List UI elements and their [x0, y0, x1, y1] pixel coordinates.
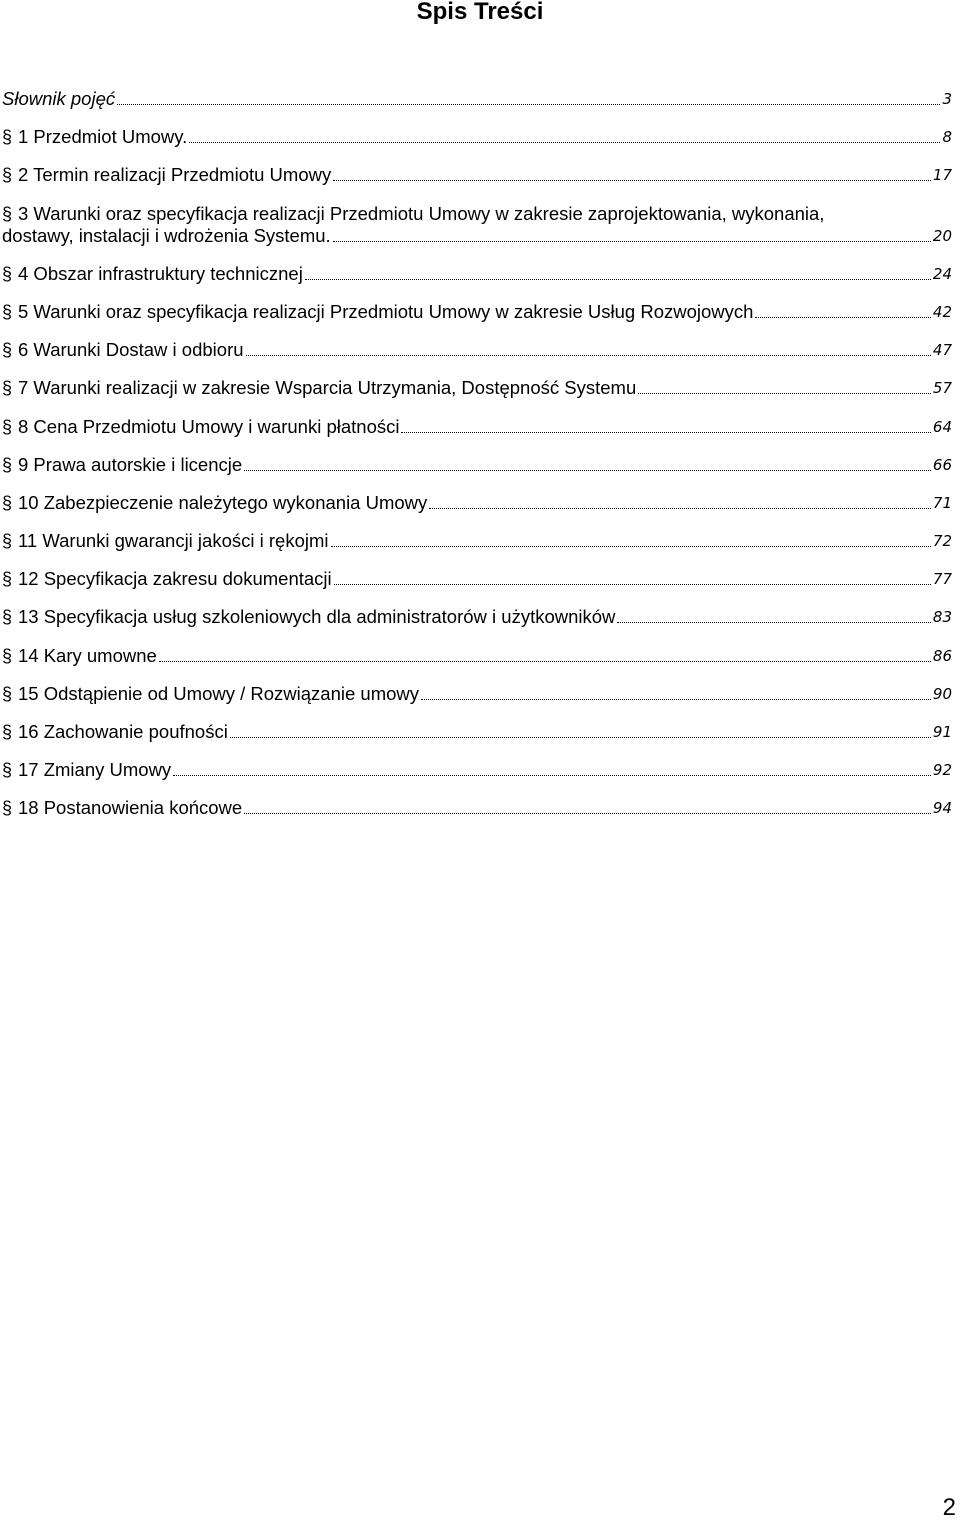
toc-page-number: 71	[932, 493, 952, 512]
section-sign-icon: §	[2, 798, 13, 819]
toc-page-number: 77	[932, 570, 952, 589]
toc-page-number: 20	[932, 226, 952, 245]
section-sign-icon: §	[2, 760, 13, 781]
toc-page-number: 64	[932, 417, 952, 436]
toc-entry-label: 13 Specyfikacja usług szkoleniowych dla administratorów i użytkowników	[18, 606, 616, 628]
toc-entry-label-line2: dostawy, instalacji i wdrożenia Systemu.	[2, 224, 331, 246]
toc-entry-label: 5 Warunki oraz specyfikacja realizacji Przedmiotu Umowy w zakresie Usług Rozwojowych	[18, 300, 754, 322]
dot-leader	[401, 432, 930, 433]
dot-leader	[617, 622, 930, 623]
dot-leader	[638, 393, 931, 394]
footer-page-number: 2	[942, 1494, 956, 1521]
toc-entry-label: 17 Zmiany Umowy	[18, 759, 172, 781]
dot-leader	[333, 180, 931, 181]
toc-entry-label: 7 Warunki realizacji w zakresie Wsparcia Utrzymania, Dostępność Systemu	[18, 377, 637, 399]
dot-leader	[755, 317, 930, 318]
section-sign-icon: §	[2, 301, 13, 322]
page-title: Spis Treści	[416, 0, 544, 25]
toc-page-number: 47	[932, 341, 952, 360]
toc-entry[interactable]	[2, 514, 952, 552]
toc-entry[interactable]	[2, 590, 952, 628]
section-sign-icon: §	[2, 722, 13, 742]
dot-leader	[117, 104, 940, 105]
toc-entry[interactable]	[2, 285, 952, 323]
toc-entry[interactable]	[2, 667, 952, 705]
dot-leader	[244, 470, 931, 471]
toc-entry-glossary[interactable]	[2, 88, 952, 110]
toc-entry[interactable]	[2, 361, 952, 399]
toc-entry-label: 11 Warunki gwarancji jakości i rękojmi	[18, 530, 329, 552]
toc-entry-label: 12 Specyfikacja zakresu dokumentacji	[18, 568, 332, 590]
toc-page-number: 92	[932, 761, 952, 780]
section-sign-icon: §	[2, 454, 13, 475]
toc-entry-label: 4 Obszar infrastruktury technicznej	[18, 262, 303, 284]
toc-entry-label: 18 Postanowienia końcowe	[18, 797, 243, 819]
toc-page-number: 8	[942, 128, 952, 147]
toc-page-number: 90	[932, 684, 952, 703]
toc-entry[interactable]	[2, 186, 952, 246]
section-sign-icon: §	[2, 127, 13, 148]
section-sign-icon: §	[2, 531, 13, 552]
section-sign-icon: §	[2, 683, 13, 704]
toc-page-number: 72	[932, 532, 952, 551]
toc-entry-label: 6 Warunki Dostaw i odbioru	[18, 339, 244, 361]
section-sign-icon: §	[2, 492, 13, 513]
toc-entry[interactable]	[2, 476, 952, 514]
table-of-contents	[2, 88, 952, 819]
toc-page-number: 3	[942, 90, 952, 108]
toc-entry-label: 16 Zachowanie poufności	[18, 721, 228, 742]
section-sign-icon: §	[2, 569, 13, 590]
dot-leader	[173, 775, 931, 776]
toc-entry[interactable]	[2, 399, 952, 437]
toc-entry[interactable]	[2, 743, 952, 781]
toc-entry-label: 8 Cena Przedmiotu Umowy i warunki płatności	[18, 415, 400, 437]
toc-entry[interactable]	[2, 323, 952, 361]
dot-leader	[244, 813, 931, 814]
dot-leader	[230, 737, 931, 738]
section-sign-icon: §	[2, 607, 13, 628]
toc-page-number: 83	[932, 608, 952, 627]
section-sign-icon: §	[2, 203, 13, 224]
toc-entry[interactable]	[2, 110, 952, 148]
section-sign-icon: §	[2, 263, 13, 284]
toc-entry-label: 15 Odstąpienie od Umowy / Rozwiązanie umowy	[18, 682, 420, 704]
toc-entry[interactable]	[2, 148, 952, 186]
toc-entry[interactable]	[2, 552, 952, 590]
toc-entry-label-line1: 3 Warunki oraz specyfikacja realizacji Przedmiotu Umowy w zakresie zaprojektowania, wykonania,	[18, 202, 825, 224]
toc-entry[interactable]	[2, 628, 952, 666]
toc-entry-label: 1 Przedmiot Umowy.	[18, 126, 188, 148]
toc-entry[interactable]	[2, 247, 952, 285]
dot-leader	[333, 241, 931, 242]
toc-page-number: 57	[932, 379, 952, 398]
toc-page-number: 24	[932, 264, 952, 283]
dot-leader	[189, 142, 940, 143]
toc-page-number: 86	[932, 646, 952, 665]
toc-entry-label: 9 Prawa autorskie i licencje	[18, 453, 243, 475]
section-sign-icon: §	[2, 165, 13, 186]
section-sign-icon: §	[2, 378, 13, 399]
section-sign-icon: §	[2, 340, 13, 361]
toc-entry[interactable]	[2, 781, 952, 819]
toc-entry[interactable]	[2, 438, 952, 476]
dot-leader	[331, 546, 931, 547]
section-sign-icon: §	[2, 416, 13, 437]
dot-leader	[334, 584, 931, 585]
toc-page-number: 66	[932, 455, 952, 474]
dot-leader	[421, 699, 931, 700]
toc-entry-label: 10 Zabezpieczenie należytego wykonania Umowy	[18, 491, 428, 513]
toc-entry-label: 2 Termin realizacji Przedmiotu Umowy	[18, 164, 332, 186]
toc-page-number: 94	[932, 799, 952, 818]
toc-entry-label: Słownik pojęć	[2, 88, 116, 109]
toc-entry[interactable]	[2, 705, 952, 743]
section-sign-icon: §	[2, 645, 13, 666]
toc-page-number: 17	[932, 166, 952, 185]
dot-leader	[429, 508, 931, 509]
toc-page-number: 91	[932, 723, 952, 741]
toc-entry-label: 14 Kary umowne	[18, 644, 157, 666]
dot-leader	[305, 279, 931, 280]
dot-leader	[159, 661, 931, 662]
dot-leader	[246, 355, 931, 356]
toc-page-number: 42	[932, 302, 952, 321]
